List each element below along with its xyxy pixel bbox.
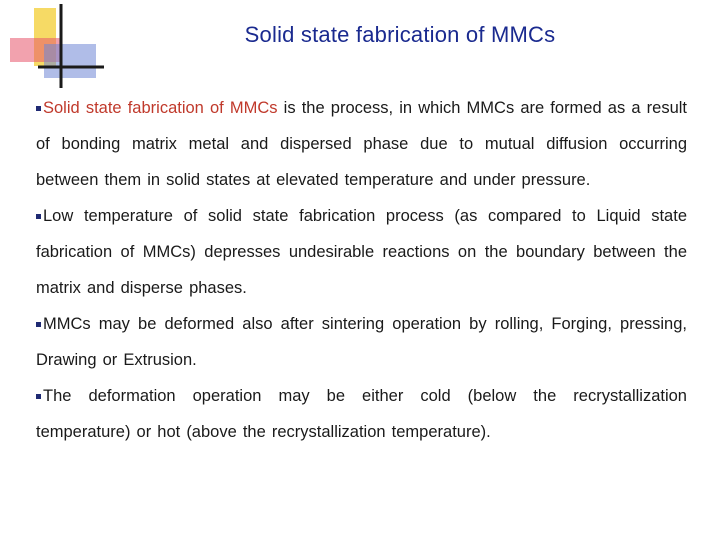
square-bullet-icon — [36, 394, 41, 399]
highlighted-term: Solid state fabrication of MMCs — [43, 99, 278, 117]
square-bullet-icon — [36, 106, 41, 111]
paragraph-text: The deformation operation may be either cold (below the recrystallization temperature) or hot (above the recrystallization temperature). — [36, 387, 687, 441]
bullet-paragraph — [36, 90, 687, 198]
slide-body — [36, 90, 687, 450]
square-bullet-icon — [36, 322, 41, 327]
page-title: Solid state fabrication of MMCs — [244, 22, 556, 47]
paragraph-text: Low temperature of solid state fabrication process (as compared to Liquid state fabrication of MMCs) depresses undesirable reactions on the boundary between the matrix and disperse phases. — [36, 207, 687, 297]
bullet-paragraph — [36, 198, 687, 306]
square-bullet-icon — [36, 214, 41, 219]
paragraph-text: MMCs may be deformed also after sintering operation by rolling, Forging, pressing, Drawing or Extrusion. — [36, 315, 687, 369]
corner-decoration — [0, 0, 110, 90]
paragraph-text: is the process, in which MMCs are formed as a result of bonding matrix metal and dispersed phase due to mutual diffusion occurring between them in solid states at elevated temperature and under pressure. — [36, 99, 687, 189]
bullet-paragraph — [36, 306, 687, 378]
bullet-paragraph — [36, 378, 687, 450]
